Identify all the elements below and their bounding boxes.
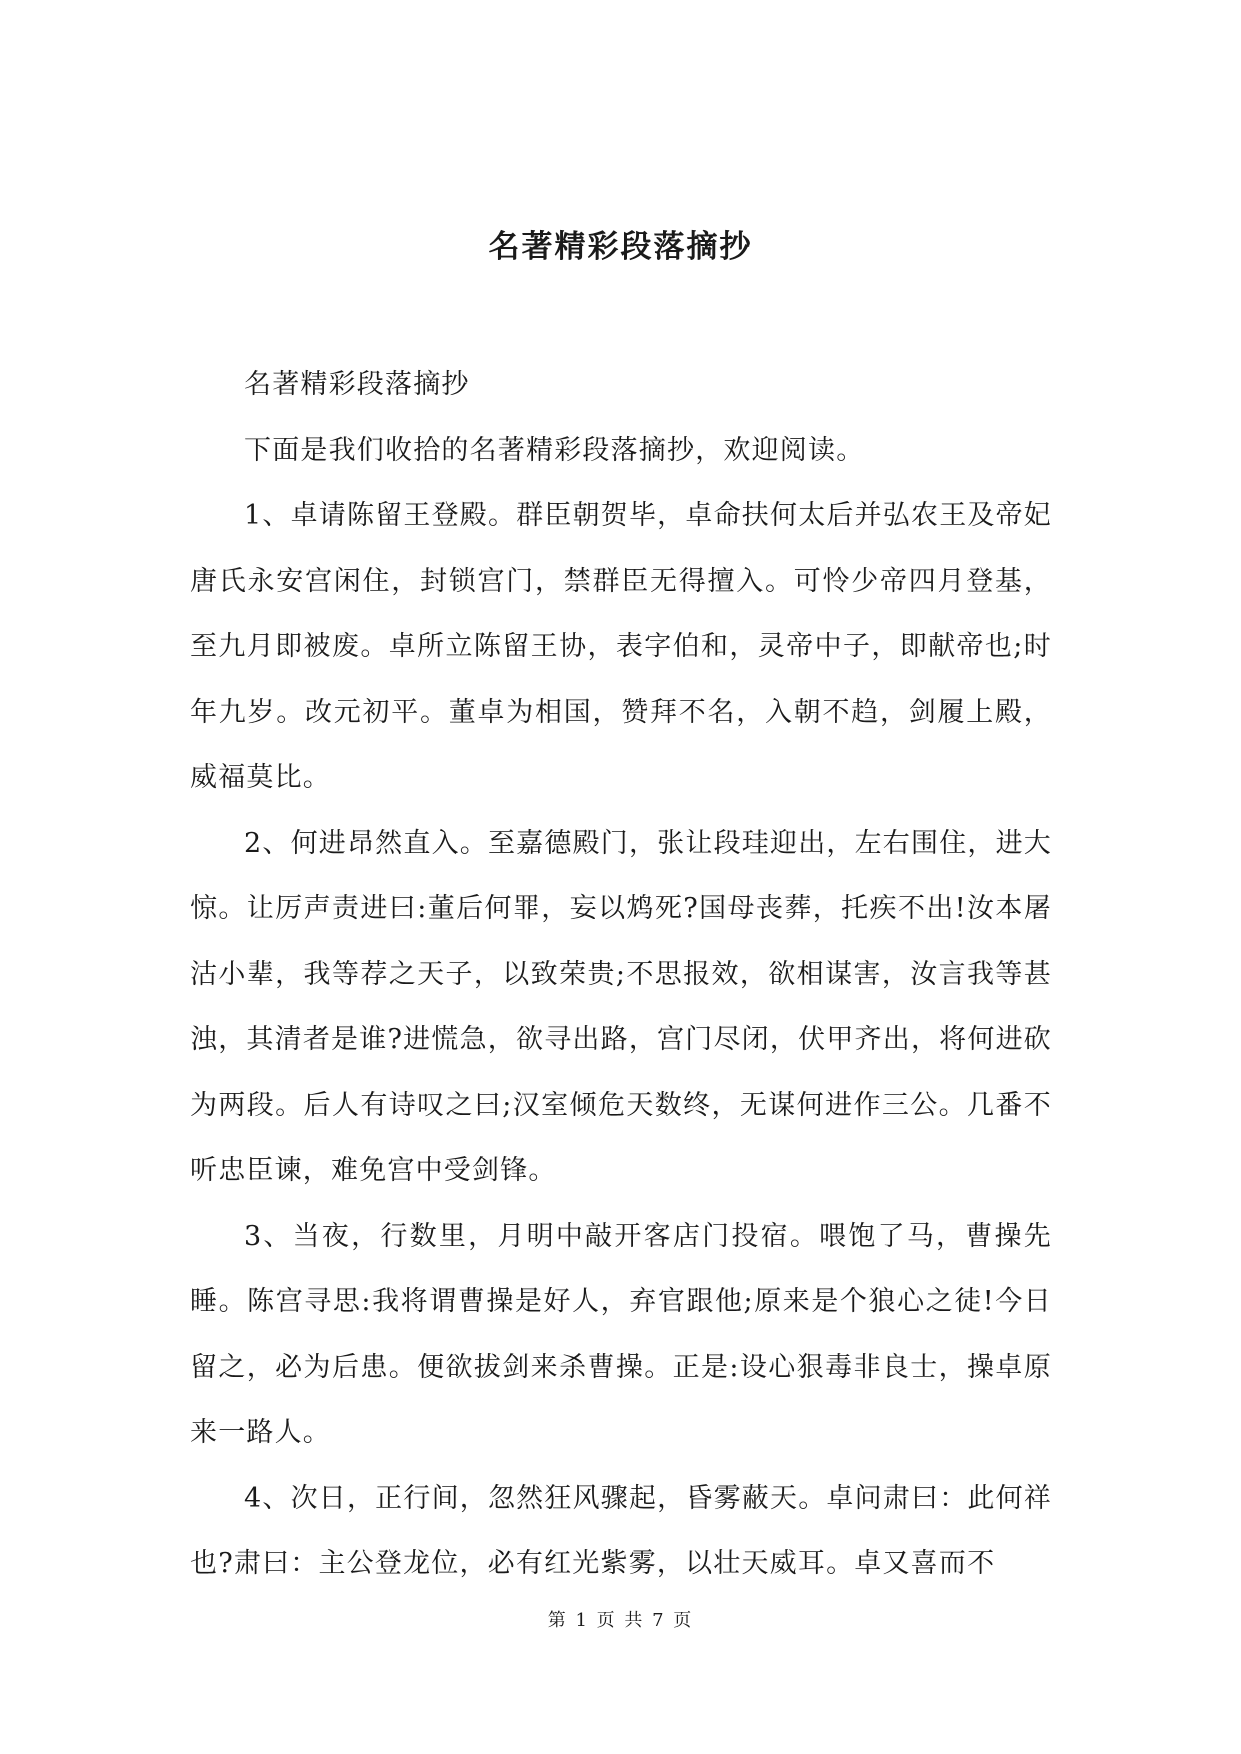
document-title: 名著精彩段落摘抄 <box>488 229 753 265</box>
paragraph-excerpt-1: 1、卓请陈留王登殿。群臣朝贺毕，卓命扶何太后并弘农王及帝妃唐氏永安宫闲住，封锁宫门，禁群臣无得擅入。可怜少帝四月登基，至九月即被废。卓所立陈留王协，表字伯和，灵帝中子，即献帝也;时年九岁。改元初平。董卓为相国，赞拜不名，入朝不趋，剑履上殿，威福莫比。 <box>190 500 1052 793</box>
paragraph-excerpt-2: 2、何进昂然直入。至嘉德殿门，张让段珪迎出，左右围住，进大惊。让厉声责进曰:董后何罪，妄以鸩死?国母丧葬，托疾不出!汝本屠沽小辈，我等荐之天子，以致荣贵;不思报效，欲相谋害，汝言我等甚浊，其清者是谁?进慌急，欲寻出路，宫门尽闭，伏甲齐出，将何进砍为两段。后人有诗叹之曰;汉室倾危天数终，无谋何进作三公。几番不听忠臣谏，难免宫中受剑锋。 <box>190 827 1052 1186</box>
document-body <box>190 352 1052 1597</box>
paragraph-heading: 名著精彩段落摘抄 <box>244 369 470 400</box>
paragraph-intro: 下面是我们收拾的名著精彩段落摘抄，欢迎阅读。 <box>244 434 865 466</box>
paragraph-excerpt-3: 3、当夜，行数里，月明中敲开客店门投宿。喂饱了马，曹操先睡。陈宫寻思:我将谓曹操是好人，弃官跟他;原来是个狼心之徒!今日留之，必为后患。便欲拔剑来杀曹操。正是:设心狠毒非良士，操卓原来一路人。 <box>190 1220 1052 1448</box>
page-number-footer: 第 1 页 共 7 页 <box>547 1610 694 1631</box>
paragraph-excerpt-4: 4、次日，正行间，忽然狂风骤起，昏雾蔽天。卓问肃曰：此何祥也?肃曰：主公登龙位，必有红光紫雾，以壮天威耳。卓又喜而不 <box>190 1482 1052 1579</box>
